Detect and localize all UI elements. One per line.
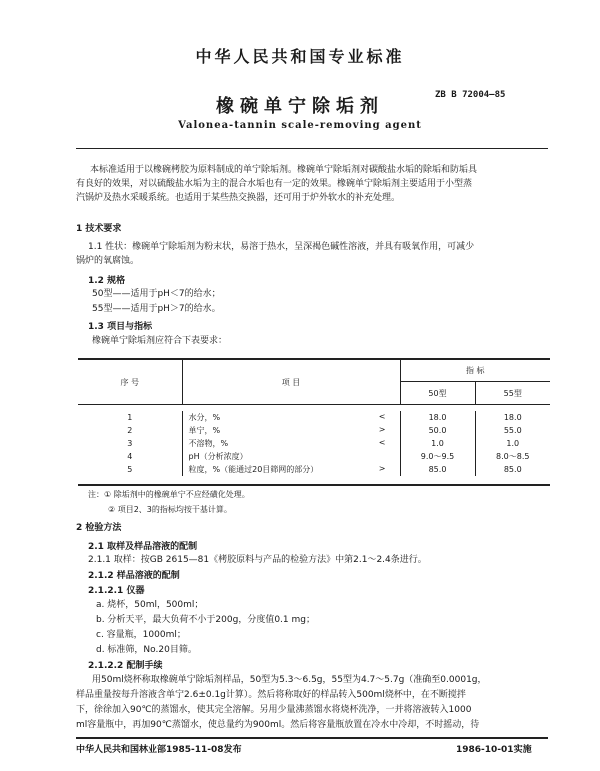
table-row: 2 单宁，% > 50.0 55.0: [78, 424, 550, 437]
clause-1-3-text: 橡碗单宁除垢剂应符合下表要求：: [92, 336, 228, 346]
header-55: 55型: [503, 388, 522, 398]
intro-line-2: 有良好的效果，对以硫酸盐水垢为主的混合水垢也有一定的效果。橡碗单宁除垢剂主要适用于小型蒸: [76, 179, 473, 189]
spec-table: [78, 358, 550, 486]
list-item: c. 容量瓶，1000ml；: [96, 630, 186, 640]
clause-2-1-2-1: 2.1.2.1 仪器: [88, 586, 145, 596]
standard-header: 中华人民共和国专业标准: [195, 47, 405, 66]
clause-2-1: 2.1 取样及样品溶液的配制: [88, 542, 198, 552]
standard-code: ZB B 72004—85: [435, 90, 506, 100]
table-note-1: 注：① 除垢剂中的橡碗单宁不应经磺化处理。: [88, 490, 250, 499]
clause-2-1-2: 2.1.2 样品溶液的配制: [88, 571, 180, 581]
clause-1-1-cont: 锅炉的氧腐蚀。: [76, 256, 140, 266]
issue-info: 中华人民共和国林业部1985-11-08发布: [76, 745, 242, 755]
table-row: 1 水分，% < 18.0 18.0: [78, 411, 550, 424]
list-item: b. 分析天平，最大负荷不小于200g，分度值0.1 mg；: [96, 615, 315, 625]
header-no: 序 号: [78, 359, 182, 405]
clause-2-1-2-2: 2.1.2.2 配制手续: [88, 661, 163, 671]
title-rule: [76, 148, 548, 149]
intro-line-1: 本标准适用于以橡碗栲胶为原料制成的单宁除垢剂。橡碗单宁除垢剂对碳酸盐水垢的除垢和防垢具: [90, 165, 478, 175]
list-item: d. 标准筛，No.20目筛。: [96, 645, 197, 655]
procedure-line-4: ml容量瓶中，再加90℃蒸馏水，使总量约为900ml。然后将容量瓶放置在冷水中冷却，不时摇动，待: [76, 720, 480, 730]
section-2-title: 2 检验方法: [76, 523, 122, 533]
table-row: 4 pH（分析浓度） 9.0～9.5 8.0～8.5: [78, 450, 550, 463]
table-note-2: ② 项目2、3的指标均按干基计算。: [108, 505, 232, 514]
procedure-line-1: 用50ml烧杯称取橡碗单宁除垢剂样品，50型为5.3～6.5g，55型为4.7～5.7g（准确至0.0001g，: [92, 675, 487, 685]
table-row: 5 粒度，%（能通过20目筛网的部分） > 85.0 85.0: [78, 463, 550, 476]
spec-50: 50型——适用于pH＜7的给水；: [92, 289, 221, 299]
clause-2-1-1: 2.1.1 取样：按GB 2615—81《栲胶原料与产品的检验方法》中第2.1～2.4条进行。: [88, 555, 427, 565]
effective-date: 1986-10-01实施: [456, 745, 532, 755]
clause-1-3: 1.3 项目与指标: [88, 322, 153, 332]
english-title: Valonea-tannin scale-removing agent: [178, 120, 422, 131]
table-row: 3 不溶物，% < 1.0 1.0: [78, 437, 550, 450]
header-item: 项 目: [182, 359, 400, 405]
list-item: a. 烧杯，50ml，500ml；: [96, 600, 204, 610]
header-index: 指 标: [400, 359, 550, 382]
intro-line-3: 汽锅炉及热水采暖系统。也适用于某些热交换器，还可用于炉外软水的补充处理。: [76, 193, 401, 203]
section-1-title: 1 技术要求: [76, 224, 122, 234]
document-title: 橡碗单宁除垢剂: [216, 96, 384, 117]
footer-rule: [76, 737, 548, 739]
clause-1-1: 1.1 性状：橡碗单宁除垢剂为粉末状，易溶于热水，呈深褐色碱性溶液，并具有吸氧作用，可减少: [88, 242, 475, 252]
header-50: 50型: [400, 382, 475, 405]
procedure-line-3: 下，徐徐加入90℃的蒸馏水，使其完全溶解。另用少量沸蒸馏水将烧杯洗净，一并将溶液转入1000: [76, 705, 472, 715]
procedure-line-2: 样品重量按每升溶液含单宁2.6±0.1g计算）。然后将称取好的样品转入500ml烧杯中，在不断搅拌: [76, 690, 466, 700]
spec-55: 55型——适用于pH＞7的给水。: [92, 304, 221, 314]
clause-1-2: 1.2 规格: [88, 276, 126, 286]
